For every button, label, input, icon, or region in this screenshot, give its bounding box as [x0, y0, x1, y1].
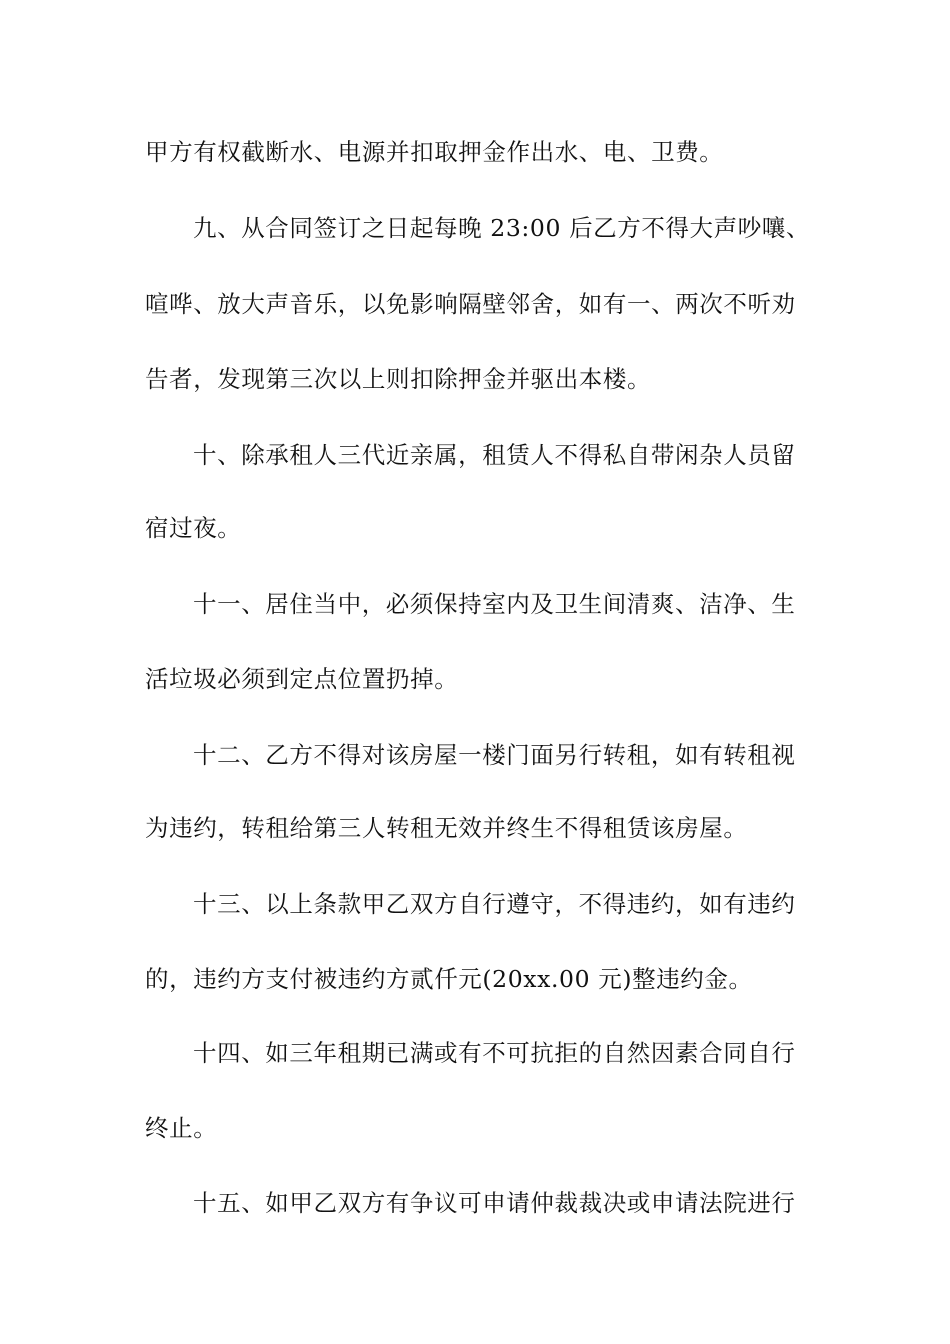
clause-15-start: 十五、如甲乙双方有争议可申请仲裁裁决或申请法院进行 [193, 1189, 796, 1217]
text-line: 甲方有权截断水、电源并扣取押金作出水、电、卫费。 [145, 138, 724, 166]
text-line: 为违约，转租给第三人转租无效并终生不得租赁该房屋。 [145, 814, 748, 842]
text-line: 告者，发现第三次以上则扣除押金并驱出本楼。 [145, 365, 652, 393]
clause-11-start: 十一、居住当中，必须保持室内及卫生间清爽、洁净、生 [193, 590, 796, 618]
text-line: 宿过夜。 [145, 514, 242, 542]
text-line: 喧哗、放大声音乐，以免影响隔壁邻舍，如有一、两次不听劝 [145, 290, 796, 318]
clause-9-start: 九、从合同签订之日起每晚 23:00 后乙方不得大声吵嚷、 [193, 214, 811, 242]
clause-13-start: 十三、以上条款甲乙双方自行遵守，不得违约，如有违约 [193, 890, 796, 918]
text-line: 的，违约方支付被违约方贰仟元(20xx.00 元)整违约金。 [145, 965, 753, 993]
text-line: 终止。 [145, 1114, 218, 1142]
clause-10-start: 十、除承租人三代近亲属，租赁人不得私自带闲杂人员留 [193, 441, 796, 469]
clause-14-start: 十四、如三年租期已满或有不可抗拒的自然因素合同自行 [193, 1039, 796, 1067]
text-line: 活垃圾必须到定点位置扔掉。 [145, 665, 459, 693]
clause-12-start: 十二、乙方不得对该房屋一楼门面另行转租，如有转租视 [193, 741, 796, 769]
